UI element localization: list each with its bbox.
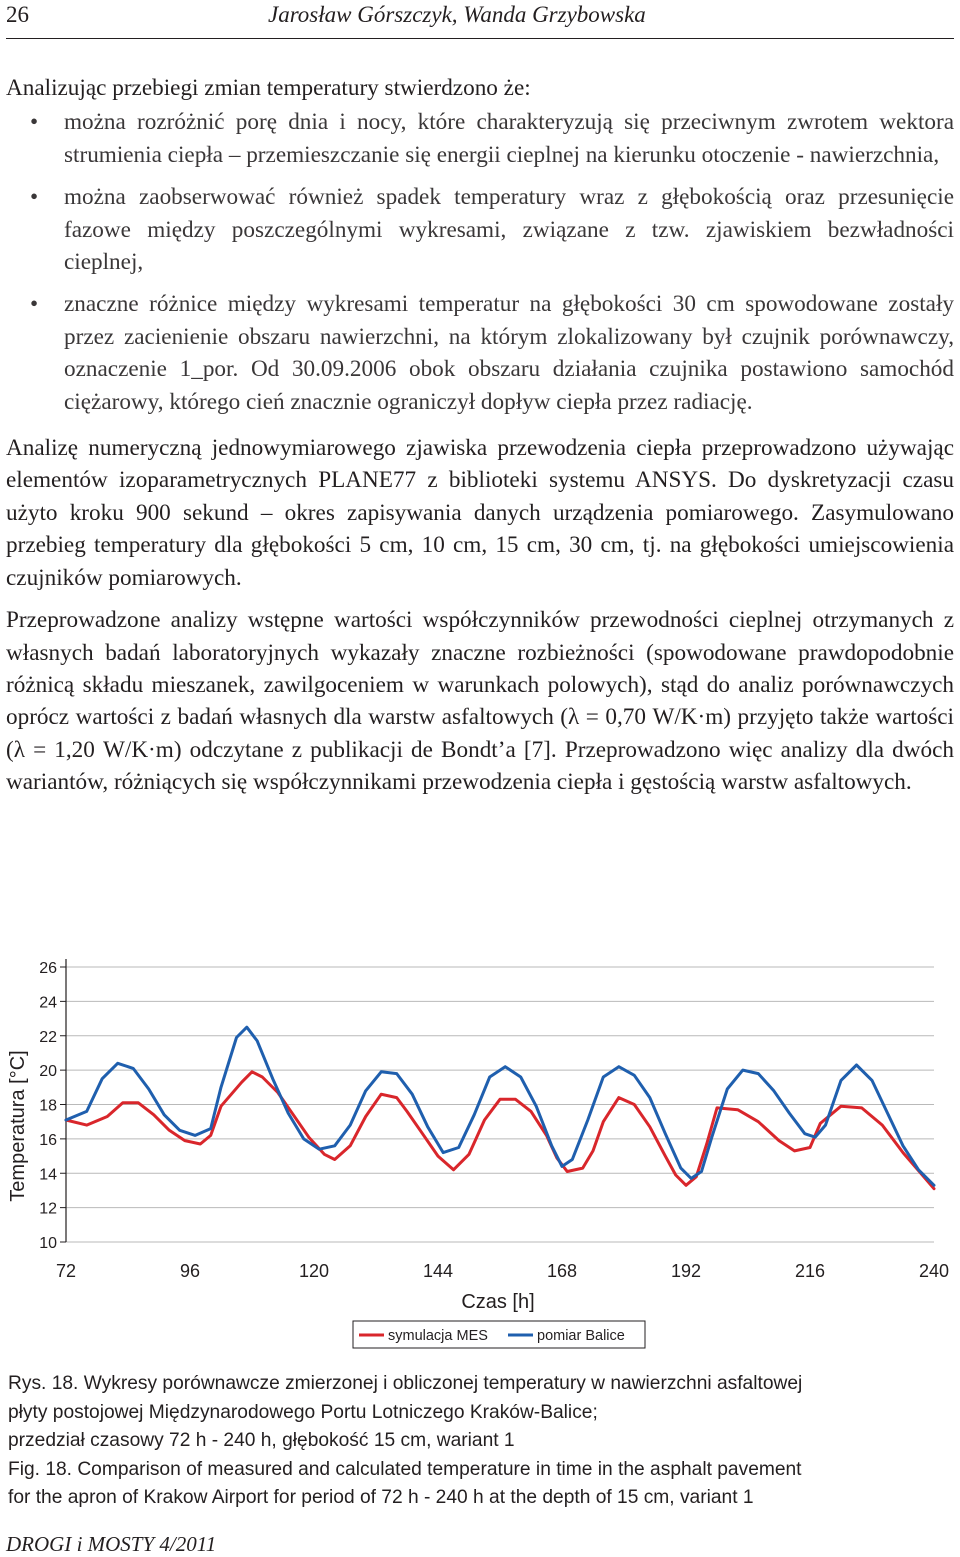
x-tick-label: 72 [55,1261,77,1281]
figure-caption [8,1370,956,1513]
journal-footer: DROGI i MOSTY 4/2011 [6,1532,217,1556]
bullet-list [6,106,954,418]
bullet-item [6,288,954,418]
y-tick-label: 10 [39,1235,57,1252]
x-tick-label: 240 [918,1261,950,1281]
grid-layer [66,967,934,1242]
series-layer [66,1027,934,1189]
legend-label-measurement: pomiar Balice [537,1328,625,1344]
caption-line: for the apron of Krakow Airport for period of 72 h - 240 h at the depth of 15 cm, variant 1 [8,1487,754,1509]
y-tick-label: 20 [39,1063,57,1081]
bullet-text: znaczne różnice między wykresami temperatur na głębokości 30 cm spowodowane zostały przez zacienienie obszaru nawierzchni, na którym zlokalizowany był czujnik porównawczy, oznaczenie 1_por. Od 30.09.2006 obok obszaru działania czujnika postawiono samochód ciężarowy, którego cień znacznie ograniczył dopływ ciepła przez radiację. [64,291,954,415]
caption-line: Rys. 18. Wykresy porównawcze zmierzonej i obliczonej temperatury w nawierzchni asfaltowej [8,1373,803,1394]
paragraph-analysis: Przeprowadzone analizy wstępne wartości współczynników przewodności cieplnej otrzymanych z własnych badań laboratoryjnych wykazały znaczne rozbieżności (spowodowane prawdopodobnie różnicą składu mieszanek, zawilgoceniem w warunkach polowych), stąd do analiz porównawczych oprócz wartości z badań własnych dla warstw asfaltowych (λ = 0,70 W/K·m) przyjęto także wartości (λ = 1,20 W/K·m) odczytane z publikacji de Bondt’a [7]. Przeprowadzono więc analizy dla dwóch wariantów, różniących się współczynnikami przewodzenia ciepła i gęstością warstw asfaltowych. [6,607,954,796]
bullet-item [6,106,954,171]
caption-line: Fig. 18. Comparison of measured and calculated temperature in time in the asphalt pavement [8,1458,802,1480]
x-tick-label: 96 [179,1261,201,1281]
bullet-item [6,181,954,278]
x-axis-title: Czas [h] [461,1291,535,1313]
y-tick-label: 22 [39,1028,57,1046]
axis-layer [39,959,949,1281]
x-tick-label: 168 [546,1261,578,1281]
figure-chart [0,940,960,1360]
legend-label-simulation: symulacja MES [388,1328,488,1344]
x-tick-label: 144 [422,1261,454,1281]
y-tick-label: 16 [39,1131,57,1149]
y-tick-label: 18 [39,1097,57,1115]
caption-line: przedział czasowy 72 h - 240 h, głębokość 15 cm, wariant 1 [8,1430,515,1452]
chart-legend [353,1321,645,1348]
bullet-text: można zaobserwować również spadek temperatury wraz z głębokością oraz przesunięcie fazowe między poszczególnymi wykresami, związane z tzw. zjawiskiem bezwładności cieplnej, [64,184,954,276]
y-tick-label: 12 [39,1200,57,1218]
bullet-icon: • [30,291,39,318]
y-tick-label: 14 [39,1166,57,1184]
page-number: 26 [6,2,29,27]
x-tick-label: 216 [794,1261,826,1281]
running-title: Jarosław Górszczyk, Wanda Grzybowska [268,2,646,27]
caption-line: płyty postojowej Międzynarodowego Portu Lotniczego Kraków-Balice; [8,1401,598,1423]
y-axis-title: Temperatura [°C] [7,1050,29,1202]
paragraph-ansys: Analizę numeryczną jednowymiarowego zjawiska przewodzenia ciepła przeprowadzono używając elementów izoparametrycznych PLANE77 z biblioteki systemu ANSYS. Do dyskretyzacji czasu użyto kroku 900 sekund – okres zapisywania danych urządzenia pomiarowego. Zasymulowano przebieg temperatury dla głębokości 5 cm, 10 cm, 15 cm, 30 cm, tj. na głębokości umiejscowienia czujników pomiarowych. [6,435,954,591]
x-tick-label: 120 [298,1261,330,1281]
x-tick-label: 192 [670,1261,702,1281]
series-line-measurement [66,1027,934,1185]
bullet-text: można rozróżnić porę dnia i nocy, które charakteryzują się przeciwnym zwrotem wektora strumienia ciepła – przemieszczanie się energii cieplnej na kierunku otoczenie - nawierzchnia, [64,109,954,168]
y-tick-label: 26 [39,960,57,977]
temperature-chart [0,940,960,1360]
intro-sentence: Analizując przebiegi zmian temperatury stwierdzono że: [6,75,531,101]
bullet-icon: • [30,109,39,136]
body-text [6,72,954,809]
page-header [6,0,954,39]
y-tick-label: 24 [39,994,57,1012]
bullet-icon: • [30,184,39,211]
